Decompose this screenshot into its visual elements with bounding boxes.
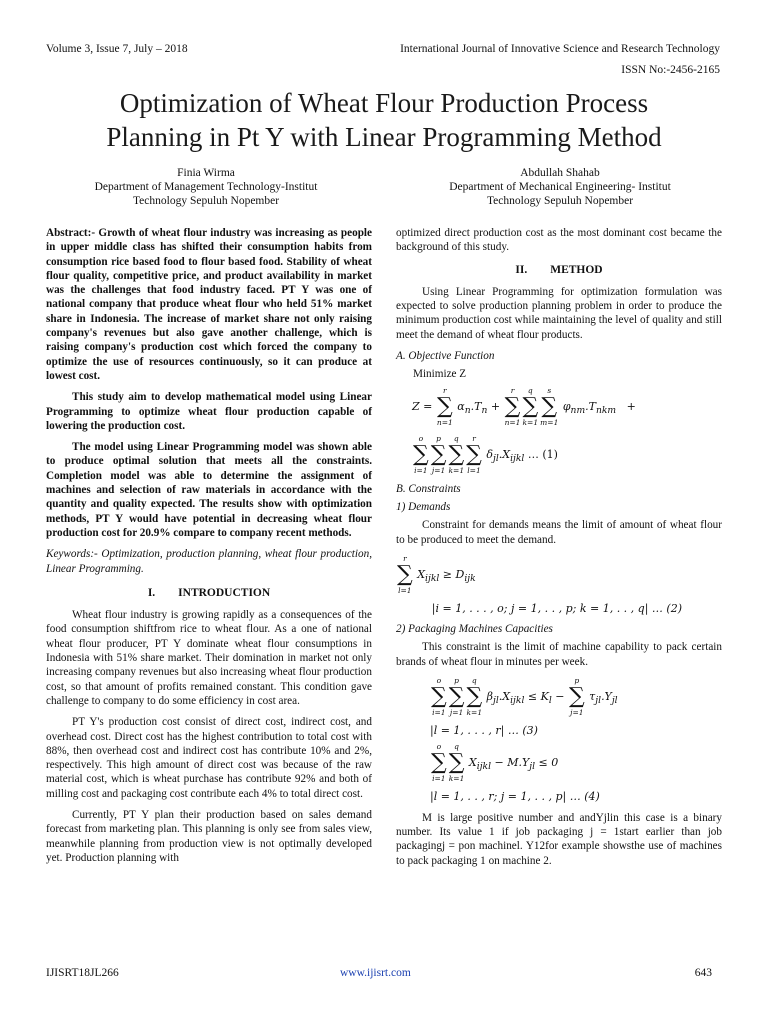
intro-para-3: Currently, PT Y plan their production based on sales demand forecast from marketing plan. This planning is only see from sales view, meanwhile planning from production view is not optimally developed yet. Production planning with <box>46 808 372 864</box>
big-m-equation: o ∑ i=1 q ∑ k=1 $X_{ijkl} - M.Y_{jl} \le 0$ <box>431 742 559 784</box>
equation-2-conditions: |i = 1, . . . , o; j = 1, . . , p; k = 1, . . , q| … (2) <box>431 601 682 615</box>
continued-text: optimized direct production cost as the most dominant cost became the background of this study. <box>396 227 722 254</box>
method-para: Using Linear Programming for optimization formulation was expected to solve production planning problem in order to produce the minimum production cost while maintaining the level of quality and still meet the demand of wheat flour products. <box>396 285 722 341</box>
objective-equation-cont: o ∑ i=1 p ∑ j=1 q ∑ k=1 r ∑ l=1 $\delta_{jl}.X_{ijkl}$ … (1) <box>413 433 558 475</box>
abstract-para-1: Abstract:- Growth of wheat flour industry was increasing as people in upper middle class has shifted their consumption habits from consumption rice based food to flour based food. Stability of wheat flour quality, competitive price, and product availability in market was the challenges that food industry faced. PT Y was one of national company that produce wheat flour who held 51% market share in Indonesia. The increase of market share not only raising company's revenues but also gave another challenge, which is raising company's production cost which forced the company to optimize the use of resources continuously, so it can produce at lowest cost. <box>46 227 372 382</box>
method-heading: II. METHOD <box>515 263 603 276</box>
demands-text: Constraint for demands means the limit of amount of wheat flour to be produced to meet the demand. <box>396 519 722 546</box>
footer-website-link[interactable]: www.ijisrt.com <box>340 967 411 979</box>
objective-function-subheading: A. Objective Function <box>396 350 495 363</box>
journal-name: International Journal of Innovative Science and Research Technology <box>400 43 720 55</box>
right-column <box>396 226 722 875</box>
paper-title <box>20 86 748 154</box>
minimize-label: Minimize Z <box>413 368 467 381</box>
author-inst: Technology Sepuluh Nopember <box>486 195 634 207</box>
intro-para-1: Wheat flour industry is growing rapidly as a consequences of the food consumption shiftfrom rice to wheat flour. As a one of national wheat flour producer, PT Y dominate wheat flour consumptions in Indonesia with 51% share market. Their domination in market not only increasing company revenues but also increasing wheat flour production cost, so that amount of profits remained constant. This condition gave challenge to company to do some efficiency in cost area. <box>46 609 372 707</box>
issn: ISSN No:-2456-2165 <box>621 64 720 76</box>
packaging-subheading: 2) Packaging Machines Capacities <box>396 623 553 636</box>
title-line-2: Planning in Pt Y with Linear Programming Method <box>106 122 662 152</box>
binary-variable-text: M is large positive number and andYjlin this case is a binary number. Its value 1 if job packaging j = 1start earlier than job packagingj = pon machinel. Y12for example showsthe use of machines to pack packaging 1 on machine 2. <box>396 811 722 867</box>
author-block-1 <box>46 166 366 208</box>
abstract-para-3: The model using Linear Programming model was shown able to produce optimal solution that meets all the constraints. Completion model was able to determine the assignment of machines and selection of raw materials in accordance with the quantity and quality expected. The results show with optimization methods, PT Y would have potential in decreasing wheat flour production cost for 20.9% compare to company recent methods. <box>46 441 372 539</box>
footer-page-number: 643 <box>694 967 712 979</box>
abstract-para-2: This study aim to develop mathematical model using Linear Programming to optimize wheat flour production capable of lowering the production cost. <box>46 391 372 432</box>
author-dept: Department of Mechanical Engineering- Institut <box>449 181 671 193</box>
author-name: Finia Wirma <box>177 167 235 179</box>
demand-equation: r ∑ l=1 $X_{ijkl} \ge D_{ijk}$ <box>397 553 476 595</box>
footer-paper-id: IJISRT18JL266 <box>46 967 119 979</box>
packaging-equation: o ∑ i=1 p ∑ j=1 q ∑ k=1 $\beta_{jl}.X_{ijkl} \le K_l$ − p ∑ j=1 $\tau_{jl}.Y_{jl}$ <box>431 676 618 718</box>
title-line-1: Optimization of Wheat Flour Production Process <box>119 88 649 118</box>
left-column <box>46 226 372 872</box>
packaging-text: This constraint is the limit of machine capability to pack certain brands of wheat flour in minutes per week. <box>396 641 722 668</box>
equation-4-conditions: |l = 1, . . , r; j = 1, . . , p| … (4) <box>430 790 600 804</box>
author-dept: Department of Management Technology-Institut <box>94 181 318 193</box>
intro-para-2: PT Y's production cost consist of direct cost, indirect cost, and overhead cost. Direct cost has the highest contribution to total cost with 88%, then overhead cost and indirect cost has contribute 10% and 2%, respectively. This high amount of direct cost was because of the raw material cost, which is wheat purchase has contribute 92% and both of milling cost and packaging cost contribute each 4% to total direct cost. <box>46 716 372 800</box>
equation-1-tag: … (1) <box>527 447 558 461</box>
introduction-heading: I. INTRODUCTION <box>147 586 271 599</box>
keywords: Keywords:- Optimization, production planning, wheat flour production, Linear Programming. <box>46 548 372 575</box>
volume-info: Volume 3, Issue 7, July – 2018 <box>46 43 188 55</box>
equation-3-conditions: |l = 1, . . . , r| … (3) <box>430 724 538 738</box>
author-name: Abdullah Shahab <box>520 167 600 179</box>
objective-equation: Z = r ∑ n=1 $\alpha_n.T_n$ + r ∑ n=1 q ∑ k=1 s ∑ m=1 $\varphi_{nm}.T_{nkm}$ + <box>412 385 636 427</box>
author-inst: Technology Sepuluh Nopember <box>132 195 280 207</box>
constraints-subheading: B. Constraints <box>396 482 461 495</box>
author-block-2 <box>400 166 720 208</box>
demands-subheading: 1) Demands <box>396 500 451 513</box>
